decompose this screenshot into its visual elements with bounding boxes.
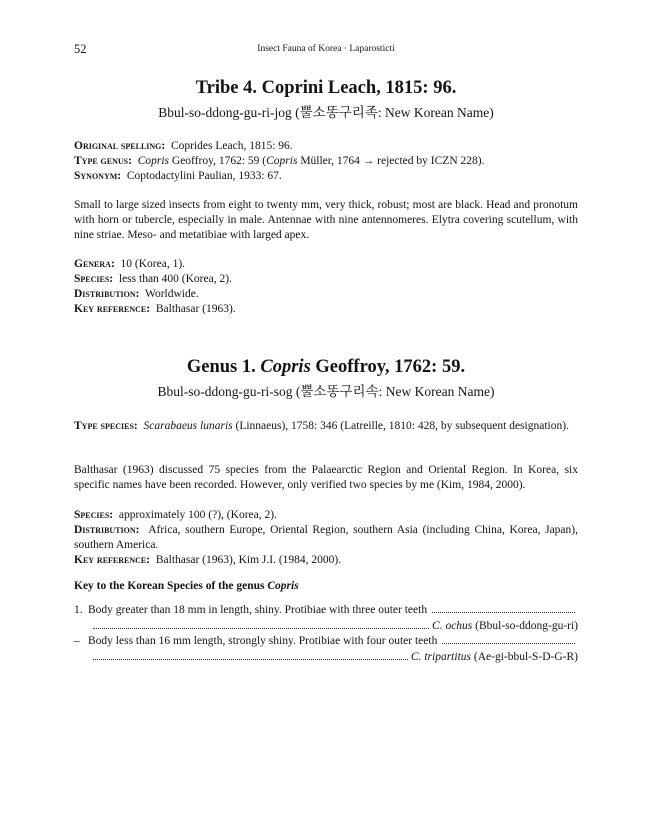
type-species-name: Scarabaeus lunaris <box>143 420 233 432</box>
result-2-name: (Ae-gi-bbul-S-D-G-R) <box>471 651 578 663</box>
genera-value: 10 (Korea, 1). <box>120 258 186 270</box>
couplet-2-text: Body less than 16 mm length, strongly shiny. Protibiae with four outer teeth <box>88 635 438 647</box>
tribe-summary <box>74 257 578 317</box>
key-reference-line <box>74 302 578 317</box>
type-genus-label: Type genus: <box>74 155 132 167</box>
key-result-1 <box>74 616 578 632</box>
genus-key-reference-line <box>74 553 578 568</box>
type-genus-name2: Copris <box>266 155 298 167</box>
key-title-genus: Copris <box>267 580 299 592</box>
leader-dots <box>93 658 408 660</box>
couplet-2-marker: – <box>74 635 80 647</box>
genus-discussion: Balthasar (1963) discussed 75 species from the Palaearctic Region and Oriental Region. In Korea, six specific names have been recorded. However, only verified two species by me (Kim, 1984, 2000). <box>74 464 578 491</box>
leader-dots <box>442 642 575 644</box>
key-reference-label: Key reference: <box>74 303 151 315</box>
species-line <box>74 272 578 287</box>
distribution-line <box>74 287 578 302</box>
type-genus-name: Copris <box>137 155 170 167</box>
key-result-2 <box>74 647 578 663</box>
species-value: less than 400 (Korea, 2). <box>118 273 232 285</box>
synonym-value: Coptodactylini Paulian, 1933: 67. <box>126 170 282 182</box>
genus-species-line <box>74 508 578 523</box>
tribe-subtitle: Bbul-so-ddong-gu-ri-jog (뿔소똥구리족: New Korean Name) <box>158 105 494 120</box>
genus-distribution-line <box>74 523 578 553</box>
genus-key-reference-value: Balthasar (1963), Kim J.I. (1984, 2000). <box>155 554 342 566</box>
leader-dots <box>93 627 429 629</box>
running-title: Insect Fauna of Korea · Laparosticti <box>257 44 395 54</box>
result-1-species: C. ochus <box>432 620 473 632</box>
type-species-paragraph <box>74 419 578 434</box>
key-title <box>74 579 578 594</box>
genus-title-prefix: Genus 1. <box>186 357 261 377</box>
type-genus-line <box>74 154 578 169</box>
tribe-description: Small to large sized insects from eight to twenty mm, very thick, robust; most are black. Head and pronotum with horn or tubercle, especially in male. Antennae with nine antennomeres. Elytra covering scutellum, with nine striae. Meso- and metatibiae with larged apex. <box>74 199 578 241</box>
result-2-species: C. tripartitus <box>410 651 471 663</box>
type-species-text: (Linnaeus), 1758: 346 (Latreille, 1810: 428, by subsequent designation). <box>232 420 569 432</box>
key-couplet-1 <box>74 600 578 616</box>
tribe-nomenclature <box>74 139 578 184</box>
distribution-value: Worldwide. <box>145 288 199 300</box>
species-label: Species: <box>74 273 114 285</box>
genera-label: Genera: <box>74 258 115 270</box>
genus-distribution-label: Distribution: <box>74 524 140 536</box>
page-number: 52 <box>74 42 87 56</box>
synonym-label: Synonym: <box>74 170 122 182</box>
original-spelling-label: Original spelling: <box>74 140 166 152</box>
genus-title <box>0 357 652 378</box>
leader-dots <box>432 611 575 613</box>
original-spelling-value: Coprides Leach, 1815: 96. <box>170 140 293 152</box>
key-title-text: Key to the Korean Species of the genus <box>74 580 268 592</box>
genus-summary <box>74 508 578 568</box>
genera-line <box>74 257 578 272</box>
genus-key-reference-label: Key reference: <box>74 554 151 566</box>
original-spelling-line <box>74 139 578 154</box>
couplet-1-marker: 1. <box>74 604 83 616</box>
result-1-name: (Bbul-so-ddong-gu-ri) <box>472 620 578 632</box>
type-genus-text1: Geoffroy, 1762: 59 ( <box>169 155 267 167</box>
genus-species-value: approximately 100 (?), (Korea, 2). <box>118 509 277 521</box>
synonym-line <box>74 169 578 184</box>
key-reference-value: Balthasar (1963). <box>155 303 236 315</box>
type-genus-text2: Müller, 1764 → rejected by ICZN 228). <box>297 155 485 167</box>
type-species-label: Type species: <box>74 420 138 432</box>
genus-distribution-value: Africa, southern Europe, Oriental Region, southern Asia (including China, Korea, Japan), southern America. <box>74 524 578 551</box>
tribe-title: Tribe 4. Coprini Leach, 1815: 96. <box>195 78 457 98</box>
distribution-label: Distribution: <box>74 288 140 300</box>
key-couplet-2 <box>74 631 578 647</box>
genus-subtitle: Bbul-so-ddong-gu-ri-sog (뿔소똥구리속: New Korean Name) <box>157 384 495 399</box>
couplet-1-text: Body greater than 18 mm in length, shiny. Protibiae with three outer teeth <box>88 604 428 616</box>
genus-title-suffix: Geoffroy, 1762: 59. <box>310 357 466 377</box>
genus-species-label: Species: <box>74 509 114 521</box>
genus-title-name: Copris <box>260 357 311 377</box>
